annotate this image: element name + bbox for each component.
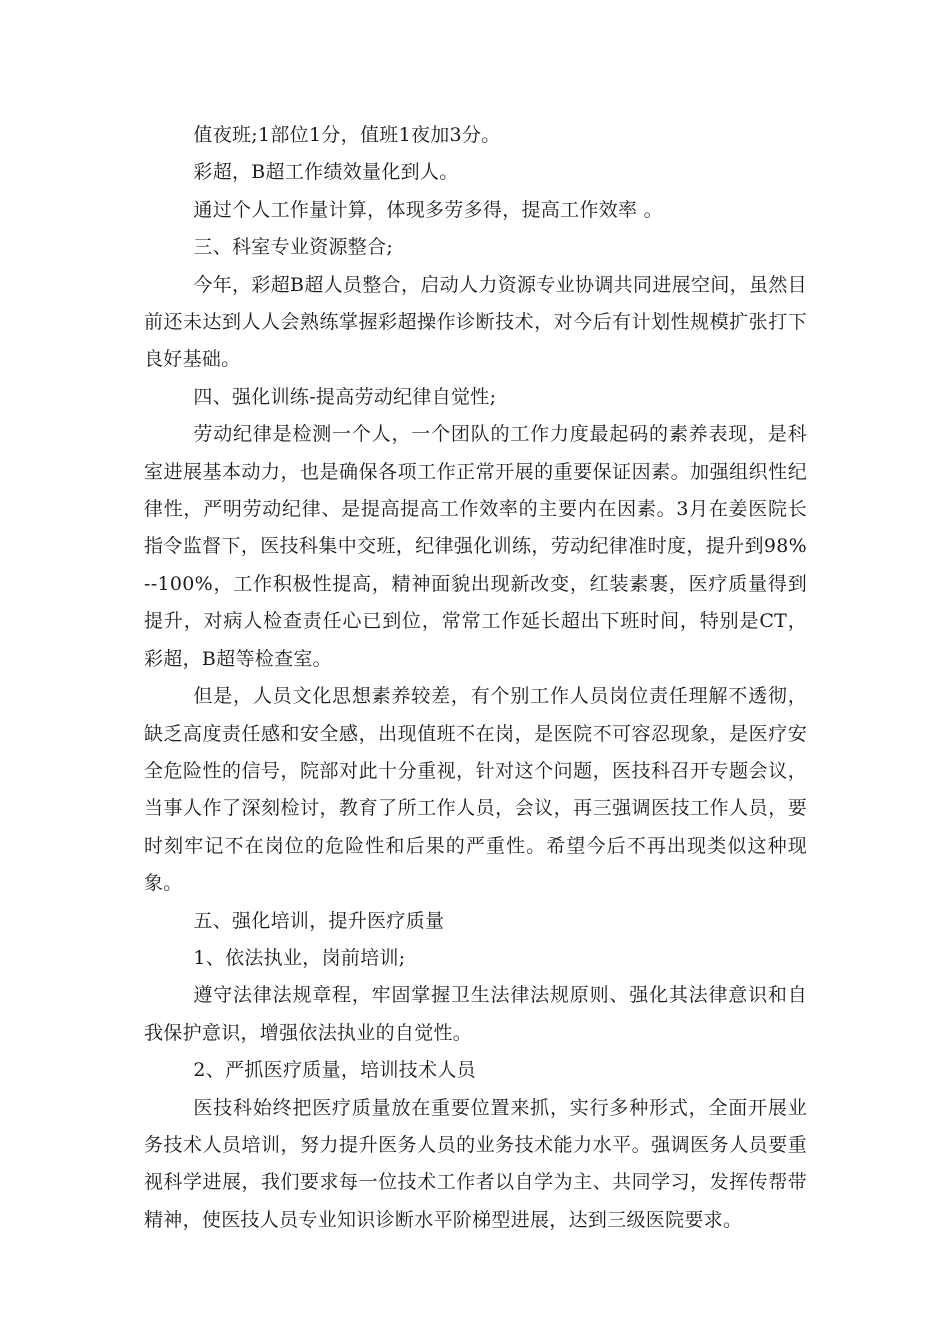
section-heading-5: 五、强化培训，提升医疗质量 [193,909,445,932]
document-body [144,117,807,1239]
section-heading-4: 四、强化训练-提高劳动纪律自觉性; [193,385,497,408]
paragraph-workload-calculation: 通过个人工作量计算，体现多劳多得，提高工作效率 。 [193,198,663,221]
paragraph-resource-integration: 今年，彩超B超人员整合，启动人力资源专业协调共同进展空间，虽然目前还未达到人人会熟练掌握彩超操作诊断技术，对今后有计划性规模扩张打下良好基础。 [144,273,807,371]
paragraph-quality-training: 医技科始终把医疗质量放在重要位置来抓，实行多种形式，全面开展业务技术人员培训，努力提升医务人员的业务技术能力水平。强调医务人员要重视科学进展，我们要求每一位技术工作者以自学为主、共同学习，发挥传帮带精神，使医技人员专业知识诊断水平阶梯型进展，达到三级医院要求。 [144,1096,807,1231]
section-heading-3: 三、科室专业资源整合; [193,236,394,259]
paragraph-staff-issues: 但是，人员文化思想素养较差，有个别工作人员岗位责任理解不透彻，缺乏高度责任感和安全感，出现值班不在岗，是医院不可容忍现象，是医疗安全危险性的信号，院部对此十分重视，针对这个问题，医技科召开专题会议，当事人作了深刻检讨，教育了所工作人员，会议，再三强调医技工作人员，要时刻牢记不在岗位的危险性和后果的严重性。希望今后不再出现类似这种现象。 [144,685,807,895]
paragraph-legal-compliance: 遵守法律法规章程，牢固掌握卫生法律法规原则、强化其法律意识和自我保护意识，增强依法执业的自觉性。 [144,984,807,1044]
paragraph-labor-discipline: 劳动纪律是检测一个人，一个团队的工作力度最起码的素养表现，是科室进展基本动力，也是确保各项工作正常开展的重要保证因素。加强组织性纪律性，严明劳动纪律、是提高提高工作效率的主要内在因素。3月在姜医院长指令监督下，医技科集中交班，纪律强化训练，劳动纪律准时度，提升到98%--100%，工作积极性提高，精神面貌出现新改变，红装素裹，医疗质量得到提升，对病人检查责任心已到位，常常工作延长超出下班时间，特别是CT，彩超，B超等检查室。 [144,423,807,670]
subheading-2: 2、严抓医疗质量，培训技术人员 [193,1059,476,1082]
paragraph-night-shift-scoring: 值夜班;1部位1分，值班1夜加3分。 [193,124,501,146]
paragraph-ultrasound-performance: 彩超，B超工作绩效量化到人。 [193,161,459,184]
subheading-1: 1、依法执业，岗前培训; [193,946,406,969]
